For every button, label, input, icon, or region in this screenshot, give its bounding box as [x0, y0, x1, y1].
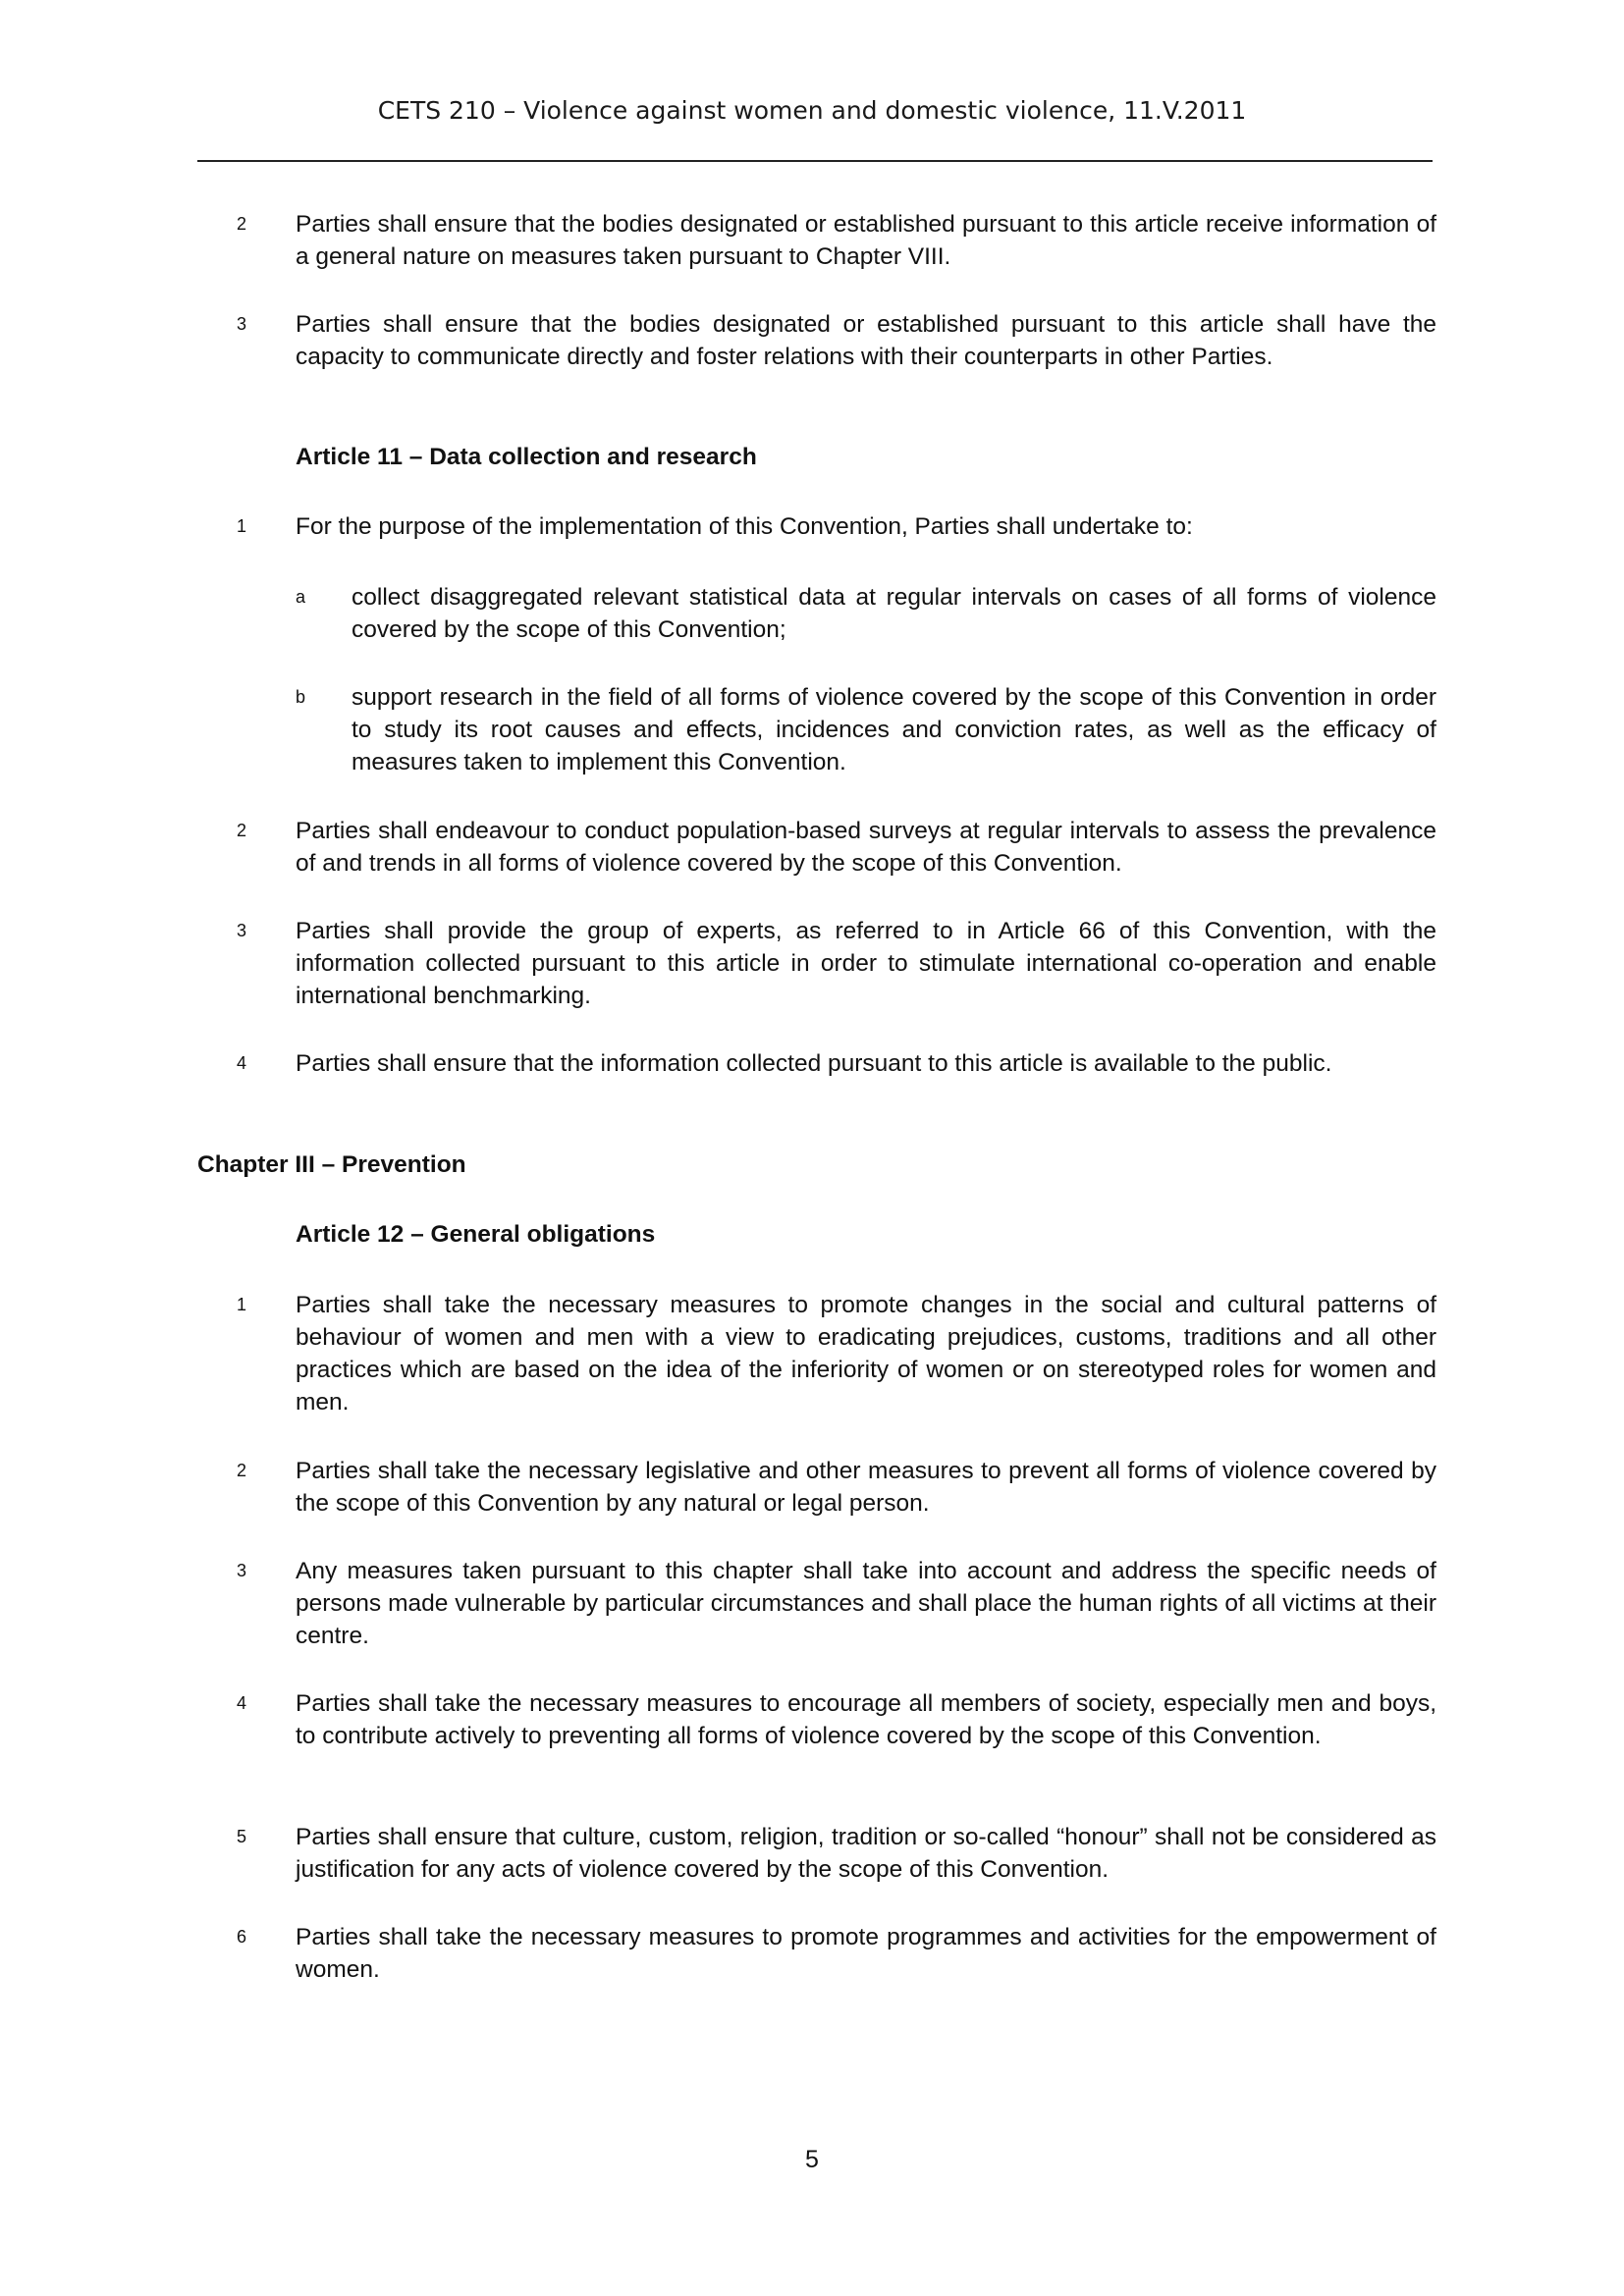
paragraph: Parties shall ensure that culture, custom, religion, tradition or so-called “honour” shall not be considered as justification for any acts of violence covered by the scope of this Convention.: [296, 1824, 1436, 1883]
paragraph: Parties shall provide the group of experts, as referred to in Article 66 of this Convention, with the information collected pursuant to this article in order to stimulate international co-operation and enable international benchmarking.: [296, 918, 1436, 1009]
para-number: 1: [237, 516, 247, 536]
para-number: 4: [237, 1053, 247, 1073]
para-number: 3: [237, 1561, 247, 1580]
para-number: 6: [237, 1927, 247, 1947]
para-number: 3: [237, 314, 247, 334]
chapter-title: Chapter III – Prevention: [197, 1151, 466, 1178]
para-number: 3: [237, 921, 247, 940]
running-header: CETS 210 – Violence against women and domestic violence, 11.V.2011: [377, 96, 1247, 125]
paragraph: Parties shall ensure that the bodies designated or established pursuant to this article shall have the capacity to communicate directly and foster relations with their counterparts in other Parties.: [296, 311, 1436, 370]
paragraph: Parties shall take the necessary legislative and other measures to prevent all forms of violence covered by the scope of this Convention by any natural or legal person.: [296, 1458, 1436, 1517]
para-number: 1: [237, 1295, 247, 1314]
paragraph: For the purpose of the implementation of this Convention, Parties shall undertake to:: [296, 513, 1193, 540]
para-number: 5: [237, 1827, 247, 1846]
header-rule: [197, 160, 1433, 162]
page-number: 5: [805, 2146, 819, 2173]
para-number: 2: [237, 214, 247, 234]
paragraph: Parties shall take the necessary measures to promote changes in the social and cultural patterns of behaviour of women and men with a view to eradicating prejudices, customs, traditions and all other practices which are based on the idea of the inferiority of women or on stereotyped roles for women and men.: [296, 1292, 1436, 1415]
sub-letter: b: [296, 687, 306, 707]
paragraph: Parties shall ensure that the information collected pursuant to this article is available to the public.: [296, 1050, 1332, 1077]
sub-item: collect disaggregated relevant statistical data at regular intervals on cases of all forms of violence covered by the scope of this Convention;: [352, 584, 1436, 643]
para-number: 2: [237, 821, 247, 840]
paragraph: Parties shall endeavour to conduct population-based surveys at regular intervals to assess the prevalence of and trends in all forms of violence covered by the scope of this Convention.: [296, 818, 1436, 877]
para-number: 2: [237, 1461, 247, 1480]
para-number: 4: [237, 1693, 247, 1713]
article-11-title: Article 11 – Data collection and research: [296, 444, 757, 470]
sub-letter: a: [296, 587, 306, 607]
sub-item: support research in the field of all forms of violence covered by the scope of this Convention in order to study its root causes and effects, incidences and conviction rates, as well as the efficacy of measures taken to implement this Convention.: [352, 684, 1436, 775]
article-12-title: Article 12 – General obligations: [296, 1221, 656, 1248]
paragraph: Any measures taken pursuant to this chapter shall take into account and address the specific needs of persons made vulnerable by particular circumstances and shall place the human rights of all victims at their centre.: [296, 1558, 1436, 1649]
paragraph: Parties shall take the necessary measures to encourage all members of society, especially men and boys, to contribute actively to preventing all forms of violence covered by the scope of this Convention.: [296, 1690, 1436, 1749]
paragraph: Parties shall ensure that the bodies designated or established pursuant to this article receive information of a general nature on measures taken pursuant to Chapter VIII.: [296, 211, 1436, 270]
paragraph: Parties shall take the necessary measures to promote programmes and activities for the empowerment of women.: [296, 1924, 1436, 1983]
